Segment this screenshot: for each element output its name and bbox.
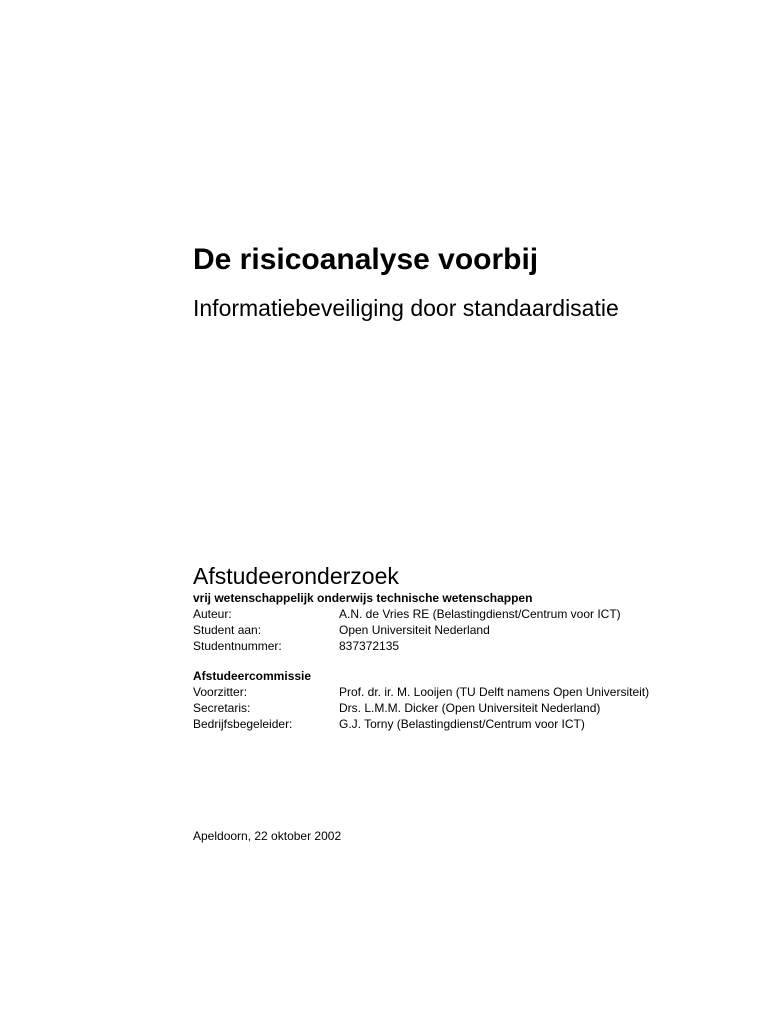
spacer bbox=[193, 654, 713, 668]
committee-row-supervisor bbox=[193, 716, 713, 732]
info-label: Studentnummer: bbox=[193, 639, 282, 653]
info-label: Auteur: bbox=[193, 607, 232, 621]
info-row-student-number bbox=[193, 638, 713, 654]
committee-value: Drs. L.M.M. Dicker (Open Universiteit Nederland) bbox=[339, 701, 601, 715]
committee-label: Bedrijfsbegeleider: bbox=[193, 717, 293, 731]
committee-value: G.J. Torny (Belastingdienst/Centrum voor ICT) bbox=[339, 717, 585, 731]
committee-label: Secretaris: bbox=[193, 701, 251, 715]
section-heading: Afstudeeronderzoek bbox=[193, 563, 399, 589]
info-value: Open Universiteit Nederland bbox=[339, 623, 490, 637]
committee-value: Prof. dr. ir. M. Looijen (TU Delft namens Open Universiteit) bbox=[339, 685, 650, 699]
document-subtitle: Informatiebeveiliging door standaardisatie bbox=[193, 295, 619, 321]
committee-heading: Afstudeercommissie bbox=[193, 669, 312, 683]
thesis-details bbox=[193, 590, 713, 732]
committee-label: Voorzitter: bbox=[193, 685, 248, 699]
program-line: vrij wetenschappelijk onderwijs technische wetenschappen bbox=[193, 591, 533, 605]
info-label: Student aan: bbox=[193, 623, 262, 637]
info-row-author bbox=[193, 606, 713, 622]
info-value: 837372135 bbox=[339, 639, 400, 653]
info-row-student-at bbox=[193, 622, 713, 638]
place-date: Apeldoorn, 22 oktober 2002 bbox=[193, 829, 342, 843]
committee-row-chair bbox=[193, 684, 713, 700]
committee-row-secretary bbox=[193, 700, 713, 716]
document-title: De risicoanalyse voorbij bbox=[193, 243, 539, 276]
info-value: A.N. de Vries RE (Belastingdienst/Centrum voor ICT) bbox=[339, 607, 621, 621]
